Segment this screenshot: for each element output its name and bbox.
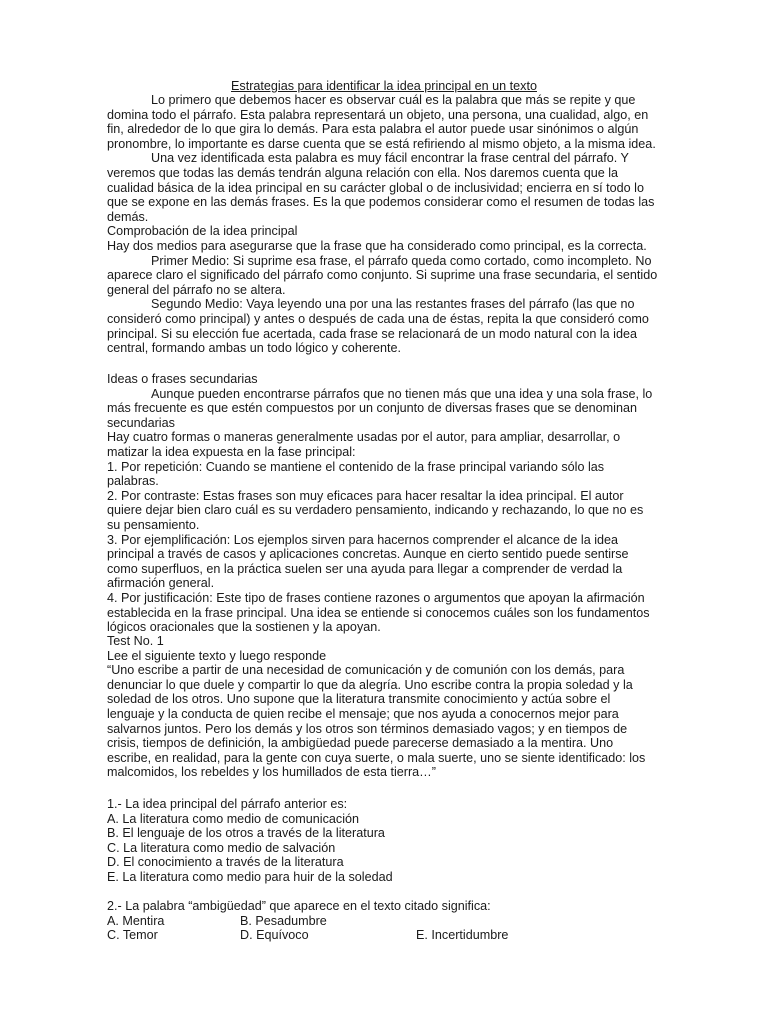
document-title: Estrategias para identificar la idea principal en un texto xyxy=(231,79,537,93)
secundarias-item: 2. Por contraste: Estas frases son muy eficaces para hacer resaltar la idea principal. El autor quiere dejar bien claro cuál es su verdadero pensamiento, indicando y rechazando, lo que no es su pensamiento. xyxy=(107,488,644,532)
question-2-option-a: A. Mentira xyxy=(107,913,165,928)
question-2-options-row-2 xyxy=(107,928,659,943)
secundarias-paragraph-2: Hay cuatro formas o maneras generalmente usadas por el autor, para ampliar, desarrollar, o matizar la idea expuesta en la fase principal: xyxy=(107,430,621,459)
intro-section xyxy=(107,93,659,356)
question-2-options-row-1 xyxy=(107,914,659,929)
question-1-option: B. El lenguaje de los otros a través de la literatura xyxy=(107,826,385,841)
secundarias-paragraph-1: Aunque pueden encontrarse párrafos que no tienen más que una idea y una sola frase, lo más frecuente es que estén compuestos por un conjunto de diversas frases que se denominan secundarias xyxy=(107,386,653,430)
secundarias-section xyxy=(107,372,659,635)
secundarias-heading: Ideas o frases secundarias xyxy=(107,372,258,386)
question-1-option: E. La literatura como medio para huir de la soledad xyxy=(107,869,393,884)
comprobacion-heading: Comprobación de la idea principal xyxy=(107,224,298,239)
intro-paragraph-1: Lo primero que debemos hacer es observar cuál es la palabra que más se repite y que domina todo el párrafo. Esta palabra representará un objeto, una persona, una cualidad, algo, en fin, alrededor de lo que gira lo demás. Para esta palabra el autor puede usar sinónimos o algún pronombre, lo importante es darse cuenta que se está refiriendo al mismo objeto, a la misma idea. xyxy=(107,93,656,151)
intro-paragraph-2: Una vez identificada esta palabra es muy fácil encontrar la frase central del párrafo. Y veremos que todas las demás tendrán alguna relación con ella. Nos daremos cuenta que la cualidad básica de la idea principal en su carácter global o de inclusividad; encierra en sí todo lo que se expone en las demás frases. Es la que podemos considerar como el resumen de todas las demás. xyxy=(107,151,655,224)
test-section xyxy=(107,634,659,780)
question-1-option: D. El conocimiento a través de la literatura xyxy=(107,855,344,870)
secundarias-item: 1. Por repetición: Cuando se mantiene el contenido de la frase principal variando sólo las palabras. xyxy=(107,459,605,489)
question-1-text: 1.- La idea principal del párrafo anterior es: xyxy=(107,797,348,811)
segundo-medio-paragraph: Segundo Medio: Vaya leyendo una por una las restantes frases del párrafo (las que no consideró como principal) y antes o después de cada una de éstas, repita la que consideró como principal. Si su elección fue acertada, cada frase se relacionará de un modo natural con la idea central, formando ambas un todo lógico y coherente. xyxy=(107,297,649,356)
test-quote: “Uno escribe a partir de una necesidad de comunicación y de comunión con los demás, para denunciar lo que duele y compartir lo que da alegría. Uno escribe contra la propia soledad y la soledad de los otros. Uno supone que la literatura transmite conocimiento y actúa sobre el lenguaje y la conducta de quien recibe el mensaje; que nos ayuda a conocernos mejor para salvarnos juntos. Pero los demás y los otros son términos demasiado vagos; y en tiempos de crisis, tiempos de definición, la ambigüedad puede parecerse demasiado a la mentira. Uno escribe, en realidad, para la gente con cuya suerte, o mala suerte, uno se siente identificado: los malcomidos, los rebeldes y los humillados de esta tierra…” xyxy=(107,663,646,780)
question-2-option-b: B. Pesadumbre xyxy=(240,913,327,928)
question-1 xyxy=(107,797,659,885)
secundarias-item: 4. Por justificación: Este tipo de frases contiene razones o argumentos que apoyan la afirmación establecida en la frase principal. Una idea se entiende si conocemos cuáles son los fundamentos lógicos oracionales que la sostienen y la apoyan. xyxy=(107,590,650,635)
question-2-option-e: E. Incertidumbre xyxy=(416,928,509,943)
question-1-option: A. La literatura como medio de comunicación xyxy=(107,811,360,826)
question-2-option-c: C. Temor xyxy=(107,928,158,943)
primer-medio-paragraph: Primer Medio: Si suprime esa frase, el párrafo queda como cortado, como incompleto. No aparece claro el significado del párrafo como conjunto. Si suprime una frase secundaria, el sentido general del párrafo no se altera. xyxy=(107,253,658,297)
secundarias-item: 3. Por ejemplificación: Los ejemplos sirven para hacernos comprender el alcance de la idea principal a través de casos y aplicaciones concretas. Aunque en cierto sentido puede sentirse como superfluos, en la práctica suelen ser una ayuda para llegar a comprender de verdad la afirmación general. xyxy=(107,532,629,591)
question-2 xyxy=(107,899,659,943)
comprobacion-lead: Hay dos medios para asegurarse que la frase que ha considerado como principal, es la correcta. xyxy=(107,238,647,253)
test-heading: Test No. 1 xyxy=(107,634,164,648)
question-2-text: 2.- La palabra “ambigüedad” que aparece en el texto citado significa: xyxy=(107,899,491,913)
question-2-option-d: D. Equívoco xyxy=(240,928,309,943)
test-instruction: Lee el siguiente texto y luego responde xyxy=(107,648,327,663)
question-1-option: C. La literatura como medio de salvación xyxy=(107,840,336,855)
